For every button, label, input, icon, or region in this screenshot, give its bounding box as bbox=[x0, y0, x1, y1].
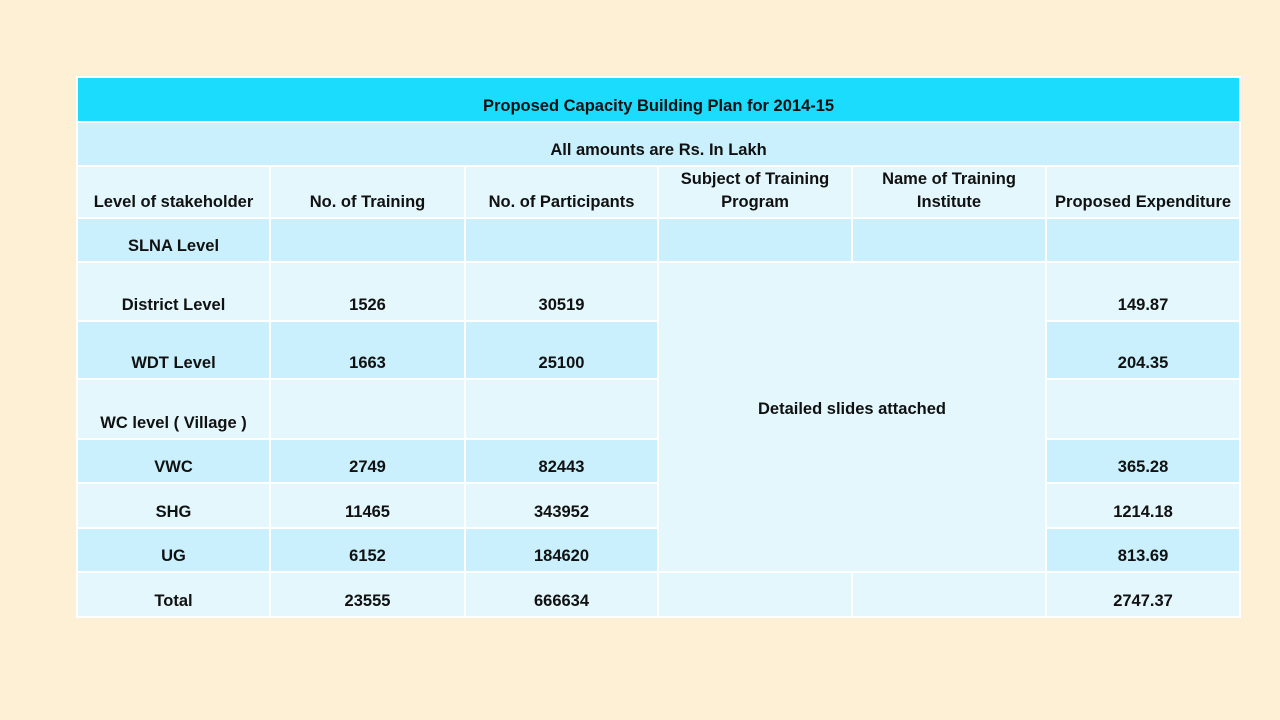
level-cell: VWC bbox=[77, 439, 270, 483]
table-title: Proposed Capacity Building Plan for 2014-15 bbox=[77, 77, 1240, 122]
expenditure-cell bbox=[1046, 379, 1240, 439]
trainings-cell bbox=[270, 218, 465, 262]
level-cell: WC level ( Village ) bbox=[77, 379, 270, 439]
header-row bbox=[77, 166, 1240, 218]
trainings-cell: 1663 bbox=[270, 321, 465, 379]
header-institute: Name of Training Institute bbox=[852, 166, 1046, 218]
total-participants: 666634 bbox=[465, 572, 658, 617]
level-cell: SHG bbox=[77, 483, 270, 528]
detailed-slides-note bbox=[658, 262, 1046, 572]
participants-cell bbox=[465, 218, 658, 262]
header-subject: Subject of Training Program bbox=[658, 166, 852, 218]
expenditure-cell: 204.35 bbox=[1046, 321, 1240, 379]
trainings-cell bbox=[270, 379, 465, 439]
level-cell: UG bbox=[77, 528, 270, 572]
institute-cell bbox=[852, 218, 1046, 262]
level-cell: District Level bbox=[77, 262, 270, 321]
detailed-slides-text: Detailed slides attached bbox=[758, 399, 946, 418]
expenditure-cell bbox=[1046, 218, 1240, 262]
trainings-cell: 6152 bbox=[270, 528, 465, 572]
trainings-cell: 2749 bbox=[270, 439, 465, 483]
capacity-building-table bbox=[76, 76, 1241, 618]
header-participants: No. of Participants bbox=[465, 166, 658, 218]
participants-cell: 82443 bbox=[465, 439, 658, 483]
participants-cell: 184620 bbox=[465, 528, 658, 572]
level-cell: SLNA Level bbox=[77, 218, 270, 262]
expenditure-cell: 1214.18 bbox=[1046, 483, 1240, 528]
subtitle-row bbox=[77, 122, 1240, 166]
participants-cell bbox=[465, 379, 658, 439]
expenditure-cell: 149.87 bbox=[1046, 262, 1240, 321]
expenditure-cell: 813.69 bbox=[1046, 528, 1240, 572]
total-expenditure: 2747.37 bbox=[1046, 572, 1240, 617]
participants-cell: 30519 bbox=[465, 262, 658, 321]
subject-cell bbox=[658, 572, 852, 617]
institute-cell bbox=[852, 572, 1046, 617]
trainings-cell: 1526 bbox=[270, 262, 465, 321]
total-trainings: 23555 bbox=[270, 572, 465, 617]
level-cell: WDT Level bbox=[77, 321, 270, 379]
participants-cell: 343952 bbox=[465, 483, 658, 528]
table-row bbox=[77, 262, 1240, 321]
table-row bbox=[77, 218, 1240, 262]
header-trainings: No. of Training bbox=[270, 166, 465, 218]
participants-cell: 25100 bbox=[465, 321, 658, 379]
trainings-cell: 11465 bbox=[270, 483, 465, 528]
table-subtitle: All amounts are Rs. In Lakh bbox=[77, 122, 1240, 166]
header-expenditure: Proposed Expenditure bbox=[1046, 166, 1240, 218]
header-level: Level of stakeholder bbox=[77, 166, 270, 218]
total-row bbox=[77, 572, 1240, 617]
expenditure-cell: 365.28 bbox=[1046, 439, 1240, 483]
total-label: Total bbox=[77, 572, 270, 617]
subject-cell bbox=[658, 218, 852, 262]
title-row bbox=[77, 77, 1240, 122]
